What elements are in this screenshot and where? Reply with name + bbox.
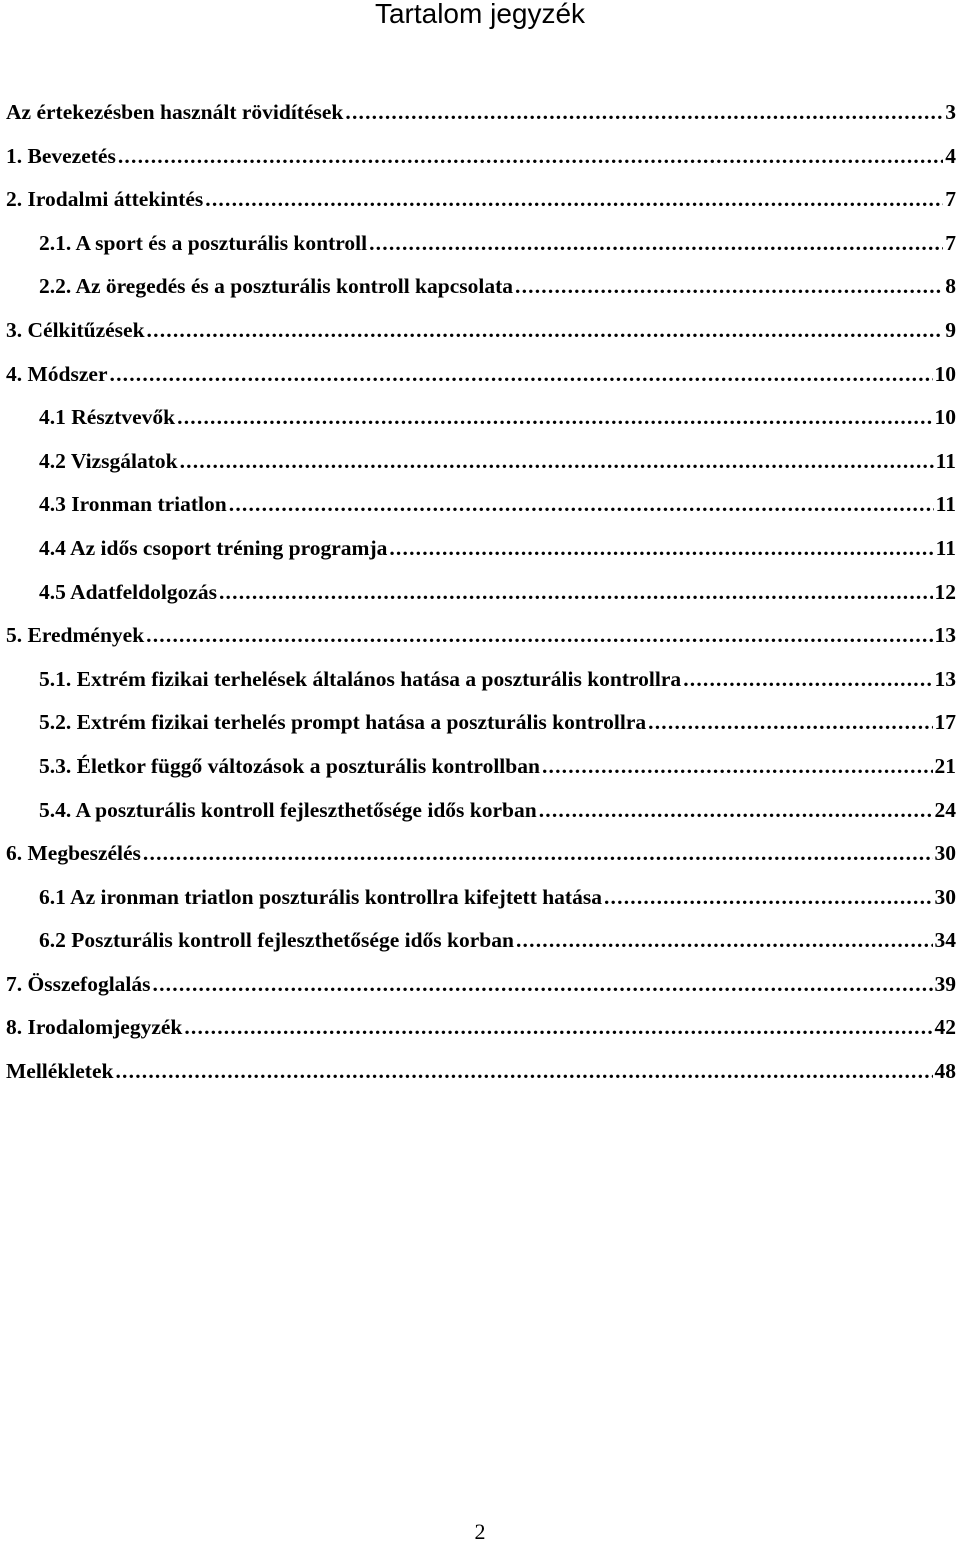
toc-entry[interactable]	[0, 919, 960, 963]
page-number: 2	[474, 1519, 486, 1544]
toc-entry-label: 4.4 Az idős csoport tréning programja	[39, 535, 388, 560]
toc-leader-dots	[229, 483, 934, 527]
toc-entry-label: 5.3. Életkor függő változások a poszturális kontrollban	[39, 753, 540, 778]
toc-entry-page: 12	[934, 579, 956, 604]
toc-entry-label: 3. Célkitűzések	[6, 317, 145, 342]
toc-entry-page: 10	[934, 361, 956, 386]
toc-entry-label: 7. Összefoglalás	[6, 971, 151, 996]
toc-entry[interactable]	[0, 745, 960, 789]
toc-entry-page: 11	[935, 535, 956, 560]
toc-entry-page: 39	[934, 971, 956, 996]
toc-leader-dots	[219, 571, 933, 615]
toc-entry-label: 4.3 Ironman triatlon	[39, 492, 227, 517]
toc-entry[interactable]	[0, 135, 960, 179]
toc-entry-label: Mellékletek	[6, 1059, 114, 1084]
toc-entry-label: 5.2. Extrém fizikai terhelés prompt hatása a poszturális kontrollra	[39, 710, 647, 735]
toc-entry-page: 21	[934, 753, 956, 778]
toc-entry[interactable]	[0, 614, 960, 658]
toc-leader-dots	[115, 1050, 932, 1094]
toc-leader-dots	[205, 178, 943, 222]
toc-entry-label: 8. Irodalomjegyzék	[6, 1015, 183, 1040]
toc-leader-dots	[146, 614, 932, 658]
toc-entry[interactable]	[0, 178, 960, 222]
toc-entry-page: 7	[945, 230, 956, 255]
toc-leader-dots	[369, 222, 943, 266]
toc-entry-label: 6. Megbeszélés	[6, 841, 141, 866]
toc-entry-label: 5.4. A poszturális kontroll fejleszthetősége idős korban	[39, 797, 537, 822]
toc-entry-page: 7	[945, 187, 956, 212]
toc-entry-label: 5.1. Extrém fizikai terhelések általános hatása a poszturális kontrollra	[39, 666, 682, 691]
toc-entry[interactable]	[0, 963, 960, 1007]
toc-entry-label: 4.1 Résztvevők	[39, 405, 176, 430]
toc-entry-label: 2.1. A sport és a poszturális kontroll	[39, 230, 368, 255]
toc-leader-dots	[683, 658, 932, 702]
toc-entry[interactable]	[0, 91, 960, 135]
toc-entry-page: 42	[934, 1015, 956, 1040]
toc-entry-label: 2.2. Az öregedés és a poszturális kontroll kapcsolata	[39, 274, 513, 299]
toc-entry[interactable]	[0, 876, 960, 920]
toc-entry-page: 13	[934, 666, 956, 691]
toc-leader-dots	[389, 527, 933, 571]
toc-entry-page: 34	[934, 928, 956, 953]
toc-leader-dots	[539, 789, 933, 833]
toc-leader-dots	[648, 701, 932, 745]
toc-entry-label: 1. Bevezetés	[6, 143, 116, 168]
toc-entry[interactable]	[0, 658, 960, 702]
toc-entry[interactable]	[0, 571, 960, 615]
toc-entry-page: 48	[934, 1059, 956, 1084]
toc-entry[interactable]	[0, 1050, 960, 1094]
toc-entry-page: 24	[934, 797, 956, 822]
toc-entry-label: 4.5 Adatfeldolgozás	[39, 579, 217, 604]
toc-entry-page: 30	[934, 884, 956, 909]
toc-leader-dots	[516, 919, 933, 963]
toc-leader-dots	[515, 265, 943, 309]
toc-entry-page: 3	[945, 100, 956, 124]
toc-leader-dots	[177, 396, 932, 440]
toc-leader-dots	[345, 91, 943, 135]
toc-entry-label: 4.2 Vizsgálatok	[39, 448, 178, 473]
toc-entry-label: Az értekezésben használt rövidítések	[6, 100, 344, 124]
toc-leader-dots	[143, 832, 933, 876]
toc-entry[interactable]	[0, 527, 960, 571]
toc-entry[interactable]	[0, 353, 960, 397]
toc-entry-page: 11	[935, 448, 956, 473]
toc-leader-dots	[542, 745, 933, 789]
toc-entry[interactable]	[0, 483, 960, 527]
document-title: Tartalom jegyzék	[374, 0, 586, 29]
toc-entry-page: 13	[934, 623, 956, 648]
toc-leader-dots	[604, 876, 933, 920]
toc-entry-page: 10	[934, 405, 956, 430]
toc-entry[interactable]	[0, 309, 960, 353]
toc-entry-label: 6.1 Az ironman triatlon poszturális kontrollra kifejtett hatása	[39, 884, 602, 909]
toc-entry-page: 11	[935, 492, 956, 517]
toc-leader-dots	[184, 1006, 932, 1050]
toc-entry-label: 4. Módszer	[6, 361, 108, 386]
toc-entry[interactable]	[0, 396, 960, 440]
toc-entry-page: 9	[945, 317, 956, 342]
toc-entry[interactable]	[0, 832, 960, 876]
toc-entry-page: 30	[934, 841, 956, 866]
toc-entry[interactable]	[0, 789, 960, 833]
toc-entry[interactable]	[0, 701, 960, 745]
toc-entry[interactable]	[0, 222, 960, 266]
toc-entry-page: 17	[934, 710, 956, 735]
toc-entry-page: 4	[945, 143, 956, 168]
toc-entry-label: 5. Eredmények	[6, 623, 145, 648]
toc-entry-page: 8	[945, 274, 956, 299]
toc-entry-label: 6.2 Poszturális kontroll fejleszthetősége idős korban	[39, 928, 514, 953]
toc-entry[interactable]	[0, 265, 960, 309]
toc-leader-dots	[118, 135, 943, 179]
toc-leader-dots	[180, 440, 934, 484]
toc-entry-label: 2. Irodalmi áttekintés	[6, 187, 204, 212]
toc-entry[interactable]	[0, 1006, 960, 1050]
toc-leader-dots	[147, 309, 944, 353]
toc-entry[interactable]	[0, 440, 960, 484]
toc-leader-dots	[153, 963, 933, 1007]
table-of-contents	[0, 91, 960, 1094]
toc-leader-dots	[110, 353, 933, 397]
